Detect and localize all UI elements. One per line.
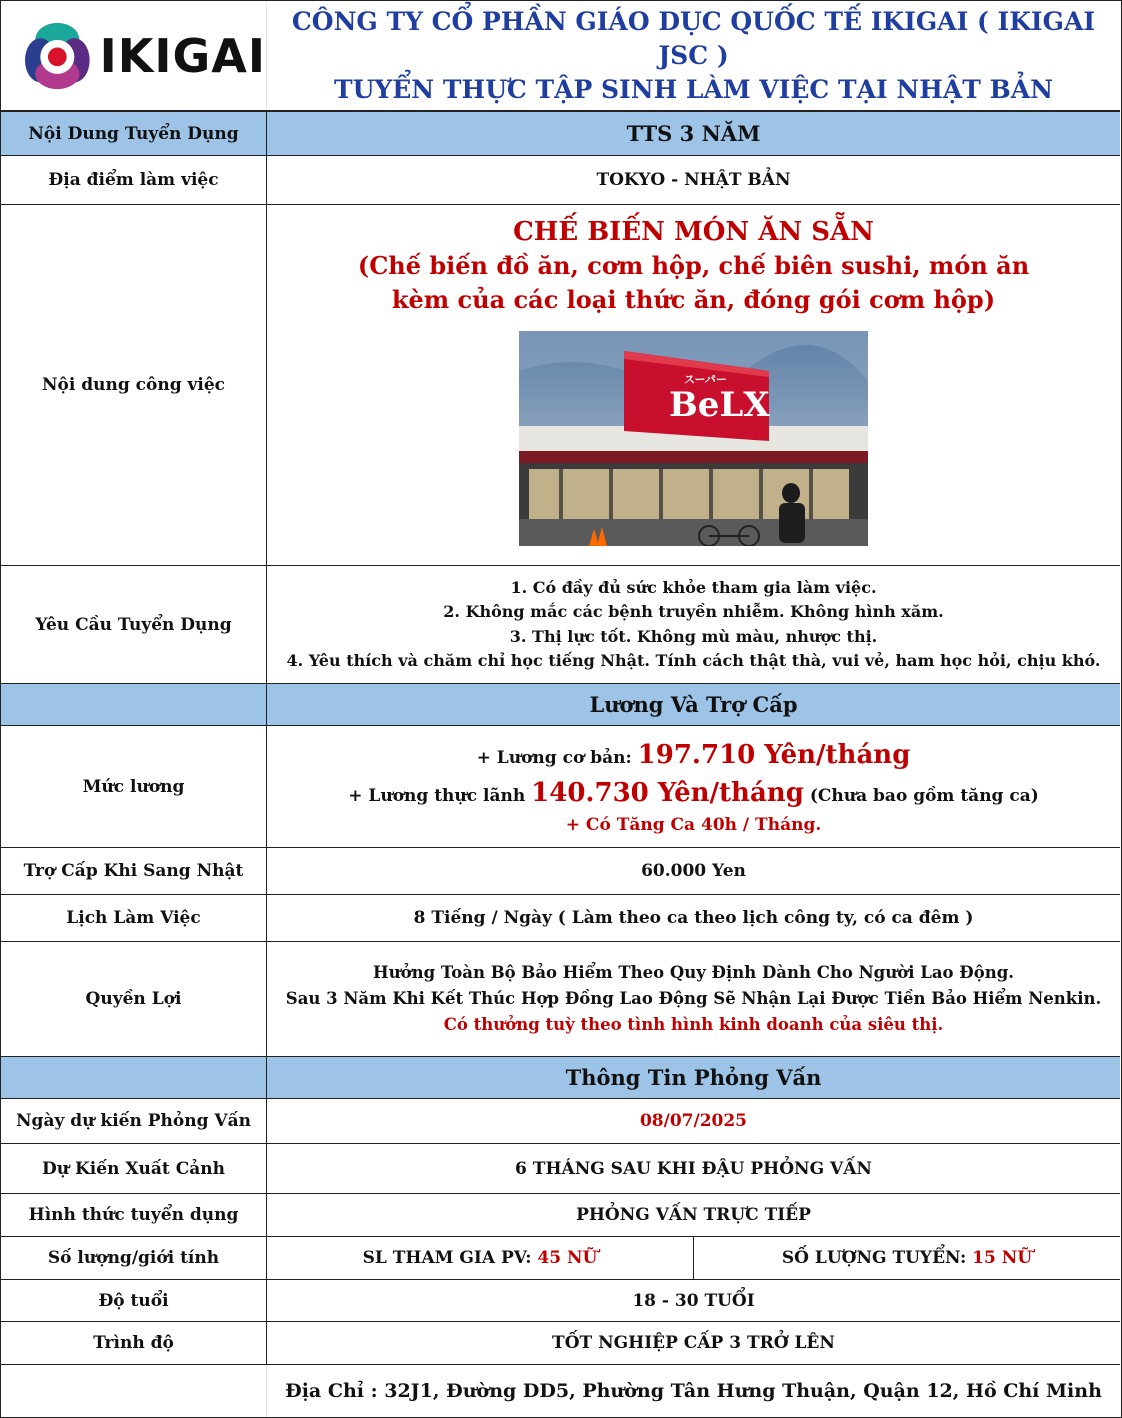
job-content xyxy=(267,205,1120,565)
row-label: Yêu Cầu Tuyển Dụng xyxy=(1,566,267,683)
base-salary-line xyxy=(477,737,911,776)
requirements-list xyxy=(267,566,1120,683)
row-label: Lịch Làm Việc xyxy=(1,895,267,941)
net-salary-line xyxy=(348,776,1039,813)
net-salary-prefix: + Lương thực lãnh xyxy=(348,785,526,806)
requirement-item: 2. Không mắc các bệnh truyền nhiễm. Không hình xăm. xyxy=(443,602,944,621)
row-label: Nội dung công việc xyxy=(1,205,267,565)
company-name: CÔNG TY CỔ PHẦN GIÁO DỤC QUỐC TẾ IKIGAI ( IKIGAI JSC ) xyxy=(291,6,1096,70)
row-value: TTS 3 NĂM xyxy=(626,121,761,146)
row-label-empty xyxy=(1,1057,267,1098)
row-label-empty xyxy=(1,1365,267,1417)
row-label: Dự Kiến Xuất Cảnh xyxy=(1,1144,267,1193)
age-row xyxy=(1,1280,1120,1322)
row-value: 60.000 Yen xyxy=(641,861,746,881)
row-label: Địa điểm làm việc xyxy=(1,156,267,204)
quantity-row xyxy=(1,1237,1120,1280)
row-label-empty xyxy=(1,684,267,725)
content-row xyxy=(1,111,1120,156)
row-value: 6 THÁNG SAU KHI ĐẬU PHỎNG VẤN xyxy=(515,1158,872,1179)
benefit-item: Sau 3 Năm Khi Kết Thúc Hợp Đồng Lao Động Sẽ Nhận Lại Được Tiền Bảo Hiểm Nenkin. xyxy=(285,989,1102,1008)
quantity-split xyxy=(267,1237,1120,1279)
row-label: Trợ Cấp Khi Sang Nhật xyxy=(1,848,267,894)
departure-row xyxy=(1,1144,1120,1194)
row-value: 8 Tiếng / Ngày ( Làm theo ca theo lịch công ty, có ca đêm ) xyxy=(413,908,974,928)
base-salary-value: 197.710 Yên/tháng xyxy=(637,739,911,770)
benefits-row xyxy=(1,942,1120,1057)
address-text: Địa Chỉ : 32J1, Đường DD5, Phường Tân Hưng Thuận, Quận 12, Hồ Chí Minh xyxy=(285,1380,1102,1402)
interview-section-row xyxy=(1,1057,1120,1099)
hire-count-value: 15 NỮ xyxy=(972,1248,1033,1268)
row-value: TOKYO - NHẬT BẢN xyxy=(596,170,791,190)
row-label: Ngày dự kiến Phỏng Vấn xyxy=(1,1099,267,1143)
job-description-line: (Chế biến đồ ăn, cơm hộp, chế biên sushi, món ăn xyxy=(357,251,1030,280)
row-label: Quyền Lợi xyxy=(1,942,267,1056)
section-title: Thông Tin Phỏng Vấn xyxy=(565,1065,822,1090)
row-label: Hình thức tuyển dụng xyxy=(1,1194,267,1236)
header-row xyxy=(1,1,1120,111)
education-row xyxy=(1,1322,1120,1365)
allowance-row xyxy=(1,848,1120,895)
requirement-item: 4. Yêu thích và chăm chỉ học tiếng Nhật. Tính cách thật thà, vui vẻ, ham học hỏi, chịu khó. xyxy=(286,651,1101,670)
interview-count-prefix: SL THAM GIA PV: xyxy=(362,1248,532,1268)
row-value: TỐT NGHIỆP CẤP 3 TRỞ LÊN xyxy=(552,1333,835,1353)
benefits-list xyxy=(267,942,1120,1056)
job-description-line: kèm của các loại thức ăn, đóng gói cơm hộp) xyxy=(391,285,996,314)
interview-count-cell xyxy=(267,1237,694,1279)
interview-date-row xyxy=(1,1099,1120,1144)
hire-count-prefix: SỐ LƯỢNG TUYỂN: xyxy=(781,1248,967,1268)
address-row xyxy=(1,1365,1120,1417)
benefit-item: Hưởng Toàn Bộ Bảo Hiểm Theo Quy Định Dành Cho Người Lao Động. xyxy=(373,963,1014,982)
row-value: 08/07/2025 xyxy=(639,1111,748,1131)
logo-text: IKIGAI xyxy=(99,28,266,83)
salary-row xyxy=(1,726,1120,848)
job-row xyxy=(1,205,1120,566)
form-row xyxy=(1,1194,1120,1237)
store-photo xyxy=(519,331,868,546)
schedule-row xyxy=(1,895,1120,942)
requirement-item: 1. Có đầy đủ sức khỏe tham gia làm việc. xyxy=(510,577,877,597)
section-title: Lương Và Trợ Cấp xyxy=(589,692,798,717)
row-value: 18 - 30 TUỔI xyxy=(632,1290,755,1311)
row-label: Trình độ xyxy=(1,1322,267,1364)
header-title-block xyxy=(267,1,1120,110)
salary-section-row xyxy=(1,684,1120,726)
net-salary-value: 140.730 Yên/tháng xyxy=(531,777,804,808)
overtime-note: + Có Tăng Ca 40h / Tháng. xyxy=(565,814,822,835)
ikigai-flower-icon xyxy=(25,15,90,97)
store-sign-text: BeLX xyxy=(669,385,770,425)
interview-count-value: 45 NỮ xyxy=(537,1248,598,1268)
row-label: Độ tuổi xyxy=(1,1280,267,1321)
location-row xyxy=(1,156,1120,205)
hire-count-cell xyxy=(694,1237,1120,1279)
logo xyxy=(1,1,267,110)
recruitment-headline: TUYỂN THỰC TẬP SINH LÀM VIỆC TẠI NHẬT BẢN xyxy=(334,74,1053,104)
store-photo-illustration xyxy=(519,331,868,546)
benefit-item: Có thưởng tuỳ theo tình hình kinh doanh của siêu thị. xyxy=(443,1015,944,1034)
row-label: Nội Dung Tuyển Dụng xyxy=(1,112,267,155)
salary-details xyxy=(267,726,1120,847)
requirements-row xyxy=(1,566,1120,684)
row-label: Số lượng/giới tính xyxy=(1,1237,267,1279)
net-salary-note: (Chưa bao gồm tăng ca) xyxy=(809,785,1039,806)
base-salary-prefix: + Lương cơ bản: xyxy=(476,747,632,768)
store-sign-kana: スーパー xyxy=(684,373,727,386)
requirement-item: 3. Thị lực tốt. Không mù màu, nhược thị. xyxy=(509,626,878,646)
row-value: PHỎNG VẤN TRỰC TIẾP xyxy=(576,1205,811,1225)
job-title: CHẾ BIẾN MÓN ĂN SẴN xyxy=(513,217,874,247)
row-label: Mức lương xyxy=(1,726,267,847)
